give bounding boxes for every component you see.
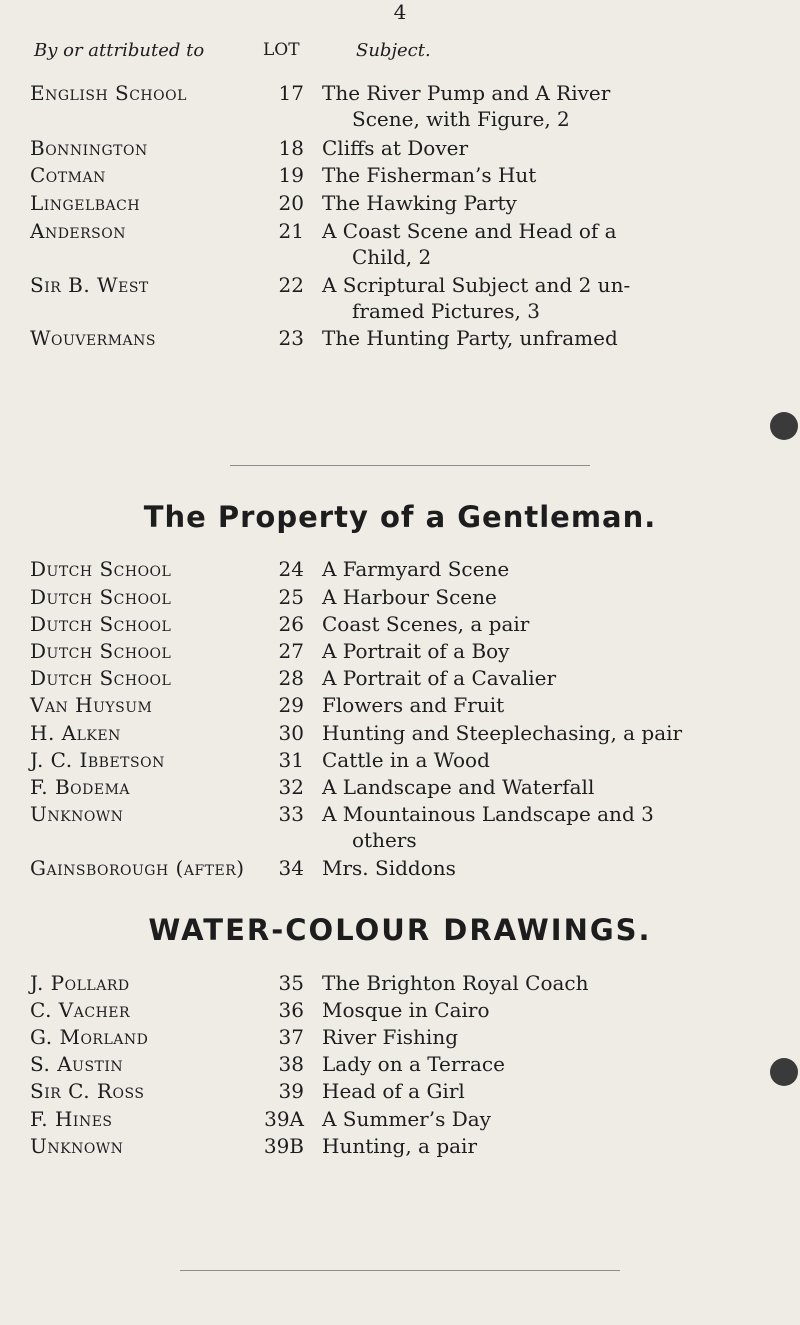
artist-name: Sir C. Ross	[30, 1079, 145, 1103]
artist-name: Cotman	[30, 163, 106, 187]
lot-subject: Head of a Girl	[322, 1079, 465, 1103]
artist-name: C. Vacher	[30, 998, 131, 1022]
lot-number: 39	[278, 1079, 304, 1103]
lot-subject: Cliffs at Dover	[322, 136, 469, 160]
lot-subject: Mosque in Cairo	[322, 998, 490, 1022]
artist-name: Unknown	[30, 1134, 124, 1158]
lot-subject: Hunting, a pair	[322, 1134, 477, 1158]
artist-name: English School	[30, 81, 187, 105]
lot-subject: A Mountainous Landscape and 3	[322, 802, 654, 826]
lot-number: 36	[278, 998, 304, 1022]
artist-name: J. Pollard	[30, 971, 130, 995]
lot-number: 31	[278, 748, 304, 772]
lot-subject: The Hunting Party, unframed	[322, 326, 618, 350]
binding-hole-mark	[770, 1058, 798, 1086]
artist-name: Van Huysum	[30, 693, 153, 717]
lot-number: 30	[278, 721, 304, 745]
page-number: 4	[393, 0, 407, 24]
binding-hole-mark	[770, 412, 798, 440]
lot-subject: A Portrait of a Boy	[322, 639, 510, 663]
artist-name: Bonnington	[30, 136, 148, 160]
lot-number: 38	[278, 1052, 304, 1076]
lot-subject-continuation: framed Pictures, 3	[352, 299, 540, 323]
lot-number: 17	[278, 81, 304, 105]
lot-subject: Flowers and Fruit	[322, 693, 505, 717]
divider-rule	[230, 465, 590, 466]
lot-subject-continuation: Scene, with Figure, 2	[352, 107, 570, 131]
lot-number: 34	[278, 856, 304, 880]
artist-name: H. Alken	[30, 721, 121, 745]
lot-subject: Lady on a Terrace	[322, 1052, 505, 1076]
header-lot: LOT	[263, 40, 300, 60]
artist-name: J. C. Ibbetson	[30, 748, 165, 772]
artist-name: Wouvermans	[30, 326, 156, 350]
lot-subject: Cattle in a Wood	[322, 748, 490, 772]
artist-name: Unknown	[30, 802, 124, 826]
lot-number: 20	[278, 191, 304, 215]
lot-subject: The River Pump and A River	[322, 81, 611, 105]
lot-number: 32	[278, 775, 304, 799]
artist-name: F. Hines	[30, 1107, 113, 1131]
lot-number: 24	[278, 557, 304, 581]
lot-subject-continuation: Child, 2	[352, 245, 432, 269]
lot-subject: River Fishing	[322, 1025, 459, 1049]
lot-subject: The Fisherman’s Hut	[322, 163, 537, 187]
lot-number: 39B	[263, 1134, 304, 1158]
section-title-gentleman: The Property of a Gentleman.	[143, 500, 657, 534]
lot-number: 27	[278, 639, 304, 663]
lot-number: 23	[278, 326, 304, 350]
lot-number: 19	[278, 163, 304, 187]
lot-subject: The Brighton Royal Coach	[322, 971, 589, 995]
lot-number: 26	[278, 612, 304, 636]
artist-name: Dutch School	[30, 557, 172, 581]
artist-name: Dutch School	[30, 585, 172, 609]
lot-subject-continuation: others	[352, 828, 417, 852]
artist-name: Gainsborough (after)	[30, 856, 245, 880]
lot-subject: A Portrait of a Cavalier	[322, 666, 557, 690]
lot-number: 22	[278, 273, 304, 297]
section-title-watercolour: WATER-COLOUR DRAWINGS.	[148, 913, 652, 947]
header-subject: Subject.	[356, 40, 431, 61]
lot-number: 28	[278, 666, 304, 690]
lot-number: 39A	[264, 1107, 304, 1131]
lot-subject: Coast Scenes, a pair	[322, 612, 530, 636]
header-artist: By or attributed to	[34, 40, 205, 61]
lot-subject: Hunting and Steeplechasing, a pair	[322, 721, 683, 745]
lot-subject: The Hawking Party	[322, 191, 517, 215]
artist-name: S. Austin	[30, 1052, 124, 1076]
lot-number: 29	[278, 693, 304, 717]
divider-rule	[180, 1270, 620, 1271]
artist-name: Dutch School	[30, 666, 172, 690]
artist-name: Dutch School	[30, 639, 172, 663]
lot-number: 33	[278, 802, 304, 826]
lot-number: 21	[278, 219, 304, 243]
lot-subject: A Harbour Scene	[322, 585, 497, 609]
artist-name: Lingelbach	[30, 191, 141, 215]
artist-name: F. Bodema	[30, 775, 131, 799]
artist-name: Anderson	[30, 219, 126, 243]
lot-subject: A Landscape and Waterfall	[322, 775, 595, 799]
lot-number: 25	[278, 585, 304, 609]
lot-number: 37	[278, 1025, 304, 1049]
artist-name: Sir B. West	[30, 273, 149, 297]
lot-subject: A Farmyard Scene	[322, 557, 510, 581]
lot-number: 18	[278, 136, 304, 160]
lot-subject: A Summer’s Day	[322, 1107, 491, 1131]
lot-subject: A Coast Scene and Head of a	[322, 219, 617, 243]
artist-name: Dutch School	[30, 612, 172, 636]
lot-number: 35	[278, 971, 304, 995]
artist-name: G. Morland	[30, 1025, 149, 1049]
lot-subject: A Scriptural Subject and 2 un-	[322, 273, 631, 297]
lot-subject: Mrs. Siddons	[322, 856, 456, 880]
